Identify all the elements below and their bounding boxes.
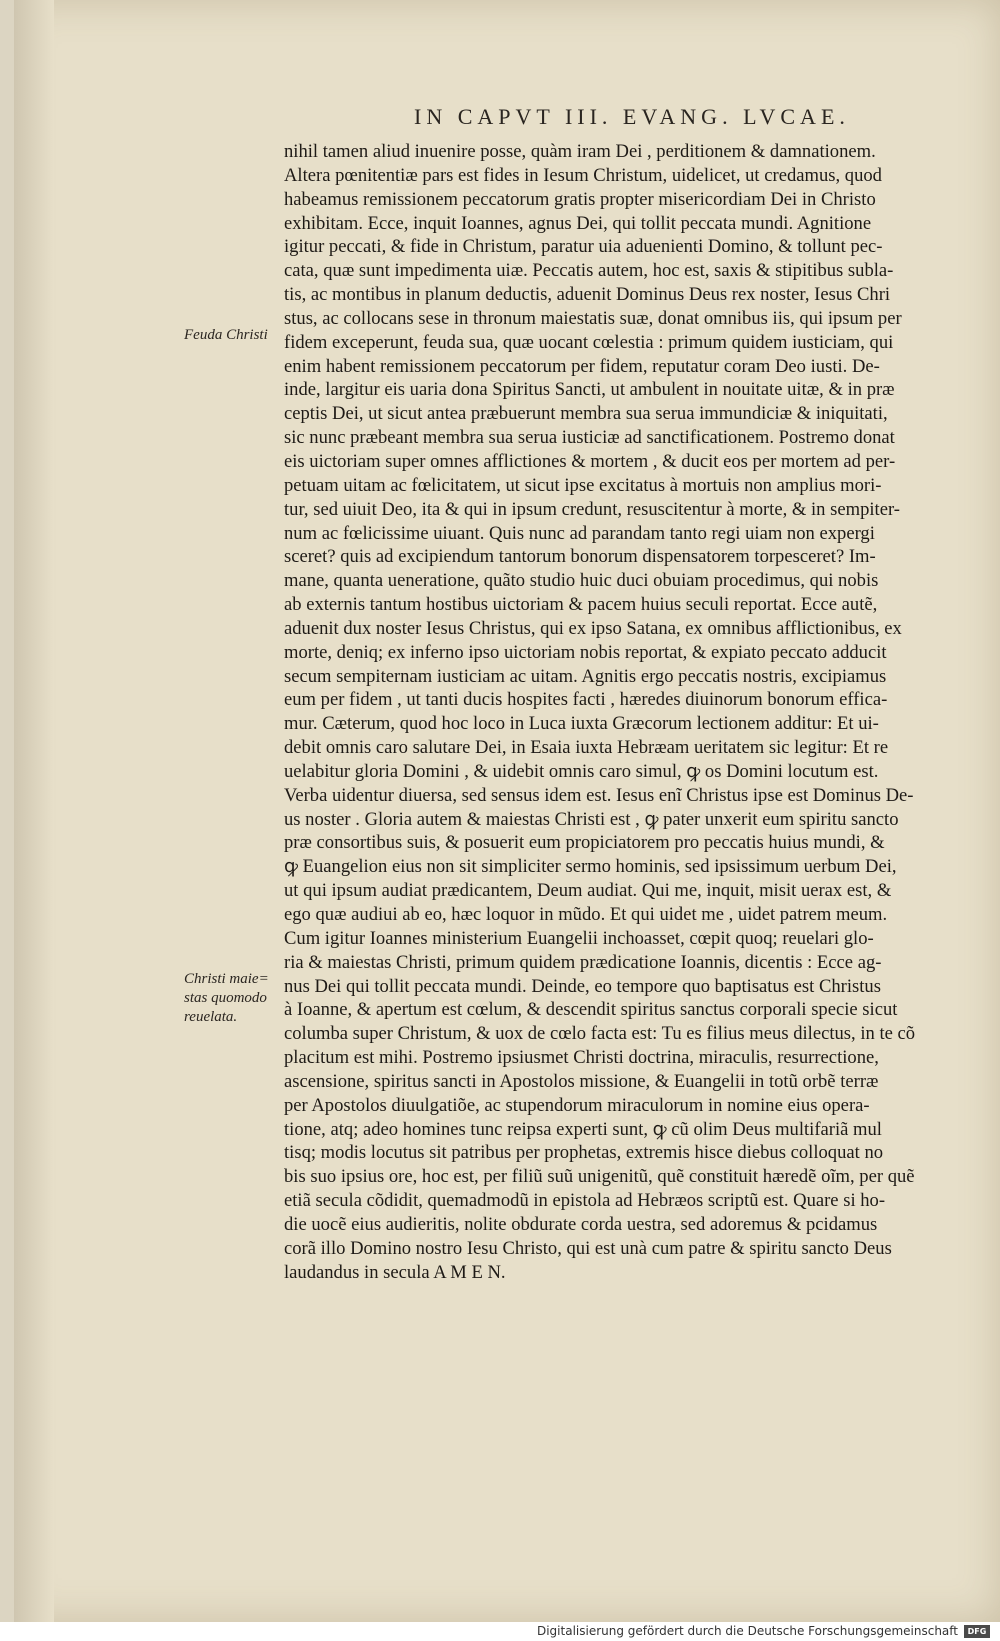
text-line: mur. Cæterum, quod hoc loco in Luca iuxta Græcorum lectionem additur: Et ui- — [284, 713, 879, 735]
text-line: enim habent remissionem peccatorum per fidem, reputatur coram Deo iusti. De- — [284, 355, 880, 377]
text-line: exhibitam. Ecce, inquit Ioannes, agnus Dei, qui tollit peccata mundi. Agnitione — [284, 212, 872, 234]
text-line: Verba uidentur diuersa, sed sensus idem est. Iesus enĩ Christus ipse est Dominus De- — [284, 784, 914, 806]
text-line: tis, ac montibus in planum deductis, aduenit Dominus Deus rex noster, Iesus Chri — [284, 284, 891, 306]
text-line: fidem exceperunt, feuda sua, quæ uocant cœlestia : primum quidem iusticiam, qui — [284, 331, 894, 353]
dfg-logo: DFG — [964, 1625, 990, 1638]
text-line: ab externis tantum hostibus uictoriam & pacem huius seculi reportat. Ecce autẽ, — [284, 594, 878, 616]
text-line: eis uictoriam super omnes afflictiones & mortem , & ducit eos per mortem ad per- — [284, 450, 896, 472]
text-line: Altera pœnitentiæ pars est fides in Iesum Christum, uidelicet, ut credamus, quod — [284, 164, 882, 186]
text-line: cata, quæ sunt impedimenta uiæ. Peccatis autem, hoc est, saxis & stipitibus subla- — [284, 260, 894, 282]
footer-bar — [0, 1622, 1000, 1641]
text-line: nihil tamen aliud inuenire posse, quàm iram Dei , perditionem & damnationem. — [284, 141, 876, 162]
text-line: laudandus in secula A M E N. — [284, 1261, 506, 1283]
text-line: ascensione, spiritus sancti in Apostolos missione, & Euangelii in totũ orbẽ terræ — [284, 1070, 879, 1092]
text-line: tione, atq; adeo homines tunc reipsa experti sunt, ꝙ cũ olim Deus multifariã mul — [284, 1118, 882, 1140]
text-line: num ac fœlicissime uiuant. Quis nunc ad parandam tanto regi uiam non expergi — [284, 522, 875, 544]
text-line: ego quæ audiui ab eo, hæc loquor in mũdo. Et qui uidet me , uidet patrem meum. — [284, 904, 888, 925]
text-line: mane, quanta ueneratione, quãto studio huic duci obuiam procedimus, qui nobis — [284, 570, 879, 592]
text-line: inde, largitur eis uaria dona Spiritus Sancti, ut ambulent in nouitate uitæ, & in præ — [284, 379, 895, 401]
text-line: petuam uitam ac fœlicitatem, ut sicut ipse excitatus à mortuis non amplius mori- — [284, 474, 882, 496]
page-gutter — [14, 0, 54, 1622]
text-line: tisq; modis locutus sit patribus per prophetas, extremis hisce diebus colloquat no — [284, 1142, 884, 1164]
body-text — [284, 140, 974, 1285]
text-line: morte, deniq; ex inferno ipso uictoriam nobis reportat, & expiato peccato adducit — [284, 641, 887, 663]
book-page — [14, 0, 1000, 1622]
text-line: habeamus remissionem peccatorum gratis propter misericordiam Dei in Christo — [284, 188, 876, 210]
text-line: Cum igitur Ioannes ministerium Euangelii inchoasset, cœpit quoq; reuelari glo- — [284, 927, 874, 949]
text-line: nus Dei qui tollit peccata mundi. Deinde, eo tempore quo baptisatus est Christus — [284, 975, 881, 997]
running-title: IN CAPVT III. EVANG. LVCAE. — [414, 104, 850, 129]
text-line: ut qui ipsum audiat prædicantem, Deum audiat. Qui me, inquit, misit uerax est, & — [284, 880, 892, 902]
text-line: ria & maiestas Christi, primum quidem prædicatione Ioannis, dicentis : Ecce ag- — [284, 951, 882, 973]
text-line: placitum est mihi. Postremo ipsiusmet Christi doctrina, miraculis, resurrectione, — [284, 1047, 879, 1069]
footer-credit: Digitalisierung gefördert durch die Deutsche Forschungsgemeinschaft — [536, 1624, 958, 1638]
text-line: igitur peccati, & fide in Christum, paratur uia aduenienti Domino, & tollunt pec- — [284, 236, 883, 258]
text-line: stus, ac collocans sese in thronum maiestatis suæ, donat omnibus iis, qui ipsum per — [284, 307, 902, 329]
text-line: corã illo Domino nostro Iesu Christo, qui est unà cum patre & spiritu sancto Deus — [284, 1237, 892, 1259]
text-line: eum per fidem , ut tanti ducis hospites facti , hæredes diuinorum bonorum effica- — [284, 689, 888, 711]
text-line: aduenit dux noster Iesus Christus, qui ex ipso Satana, ex omnibus afflictionibus, ex — [284, 617, 902, 639]
text-line: debit omnis caro salutare Dei, in Esaia iuxta Hebræam ueritatem sic legitur: Et re — [284, 737, 889, 759]
text-line: die uocẽ eius audieritis, nolite obdurate corda uestra, sed adoremus & pcidamus — [284, 1213, 878, 1235]
text-line: etiã secula cõdidit, quemadmodũ in epistola ad Hebræos scriptũ est. Quare si ho- — [284, 1190, 886, 1212]
text-line: secum sempiternam iusticiam ac uitam. Agnitis ergo peccatis nostris, excipiamus — [284, 665, 887, 687]
text-line: præ consortibus suis, & posuerit eum propiciatorem pro peccatis huius mundi, & — [284, 832, 885, 854]
text-line: bis suo ipsius ore, hoc est, per filiũ suũ unigenitũ, quẽ constituit hæredẽ oĩm, per quẽ — [284, 1166, 915, 1188]
text-line: tur, sed uiuit Deo, ita & qui in ipsum credunt, resuscitentur à morte, & in sempiter- — [284, 498, 900, 520]
text-line: sceret? quis ad excipiendum tantorum bonorum dispensatorem torpesceret? Im- — [284, 546, 876, 568]
margin-note-maiestas: Christi maie= stas quomodo reuelata. — [184, 971, 269, 1025]
text-line: ꝙ Euangelion eius non sit simpliciter sermo hominis, sed ipsissimum uerbum Dei, — [284, 856, 897, 878]
text-line: à Ioanne, & apertum est cœlum, & descendit spiritus sanctus corporali specie sicut — [284, 999, 898, 1021]
text-line: ceptis Dei, ut sicut antea præbuerunt membra sua serua immundiciæ & iniquitati, — [284, 403, 888, 425]
text-line: uelabitur gloria Domini , & uidebit omnis caro simul, ꝙ os Domini locutum est. — [284, 760, 879, 782]
margin-note-feuda: Feuda Christi — [184, 327, 268, 343]
text-line: sic nunc præbeant membra sua serua iusticiæ ad sanctificationem. Postremo donat — [284, 427, 895, 449]
text-line: us noster . Gloria autem & maiestas Christi est , ꝙ pater unxerit eum spiritu sancto — [284, 808, 899, 830]
text-line: per Apostolos diuulgatiõe, ac stupendorum miraculorum in nomine eius opera- — [284, 1094, 870, 1116]
text-line: columba super Christum, & uox de cœlo facta est: Tu es filius meus dilectus, in te cõ — [284, 1023, 916, 1045]
